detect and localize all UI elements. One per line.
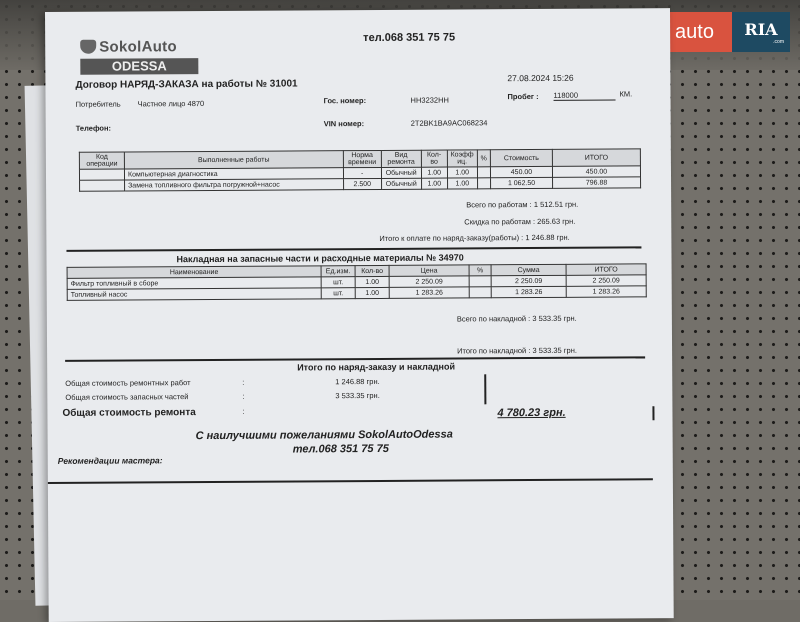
- consumer-label: Потребитель: [75, 99, 121, 109]
- mileage-label: Пробег :: [507, 91, 539, 102]
- parts-itogo: Итого по накладной : 3 533.35 грн.: [457, 345, 577, 356]
- divider: [66, 246, 641, 251]
- consumer-value: Частное лицо 4870: [137, 99, 205, 109]
- vin-value: 2T2BK1BA9AC068234: [410, 118, 488, 128]
- header-phone: тел.068 351 75 75: [363, 31, 456, 45]
- parts-total: Всего по накладной : 3 533.35 грн.: [456, 313, 577, 324]
- order-title: Договор НАРЯД-ЗАКАЗА на работы № 31001: [75, 78, 298, 91]
- phone-label: Телефон:: [75, 123, 112, 133]
- colon: :: [242, 406, 245, 416]
- footer-phone: тел.068 351 75 75: [292, 442, 389, 456]
- mileage-unit: КМ.: [619, 89, 633, 99]
- autoria-watermark: [657, 12, 790, 52]
- divider-vertical: [652, 406, 654, 420]
- grand-total-value: 4 780.23 грн.: [497, 406, 566, 420]
- summary-works-label: Общая стоимость ремонтных работ: [65, 378, 191, 388]
- works-table: [79, 148, 641, 191]
- parts-header-row: Наименование Ед.изм. Кол-во Цена % Сумма ИТОГО: [67, 264, 646, 279]
- company-logo: SokolAuto: [80, 38, 177, 56]
- summary-works-value: 1 246.88 грн.: [335, 376, 380, 387]
- vin-label: VIN номер:: [323, 119, 365, 129]
- works-header-row: Код операции Выполненные работы Норма времени Вид ремонта Кол-во Коэфф иц. % Стоимость ИТОГО: [79, 149, 640, 169]
- mileage-value: 118000: [553, 91, 615, 101]
- summary-parts-label: Общая стоимость запасных частей: [65, 392, 189, 402]
- table-row: Компьютерная диагностика - Обычный 1.00 1.00 450.00 450.00: [79, 166, 640, 180]
- divider-vertical: [484, 374, 486, 404]
- order-datetime: 27.08.2024 15:26: [507, 72, 574, 84]
- works-discount: Скидка по работам : 265.63 грн.: [464, 216, 576, 227]
- recommendations-label: Рекомендации мастера:: [57, 455, 163, 466]
- table-row: Замена топливного фильтра погружной+насос 2.500 Обычный 1.00 1.00 1 062.50 796.88: [80, 177, 641, 191]
- divider: [65, 356, 645, 361]
- plate-label: Гос. номер:: [323, 96, 367, 106]
- table-row: Фильтр топливный в сборе шт. 1.00 2 250.09 2 250.09 2 250.09: [67, 275, 646, 290]
- summary-grand-label: Общая стоимость ремонта: [62, 407, 196, 419]
- summary-parts-value: 3 533.35 грн.: [335, 390, 380, 401]
- watermark-auto: auto: [657, 12, 732, 52]
- watermark-ria: RIA .com: [732, 12, 790, 52]
- colon: :: [242, 377, 245, 387]
- parts-table: [67, 263, 647, 301]
- invoice-document: [45, 8, 674, 622]
- logo-city-bar: ODESSA: [80, 58, 198, 75]
- table-row: Топливный насос шт. 1.00 1 283.26 1 283.26 1 283.26: [67, 286, 646, 301]
- works-total: Всего по работам : 1 512.51 грн.: [466, 199, 579, 210]
- footer-wishes: С наилучшими пожеланиями SokolAutoOdessa: [195, 428, 453, 443]
- plate-value: HH3232HH: [410, 95, 449, 105]
- parts-title: Накладная на запасные части и расходные материалы № 34970: [176, 252, 464, 265]
- colon: :: [242, 391, 245, 401]
- shield-logo-icon: [80, 40, 96, 54]
- divider: [48, 478, 653, 483]
- summary-title: Итого по наряд-заказу и накладной: [297, 361, 456, 373]
- works-payable: Итого к оплате по наряд-заказу(работы) : 1 246.88 грн.: [379, 232, 570, 243]
